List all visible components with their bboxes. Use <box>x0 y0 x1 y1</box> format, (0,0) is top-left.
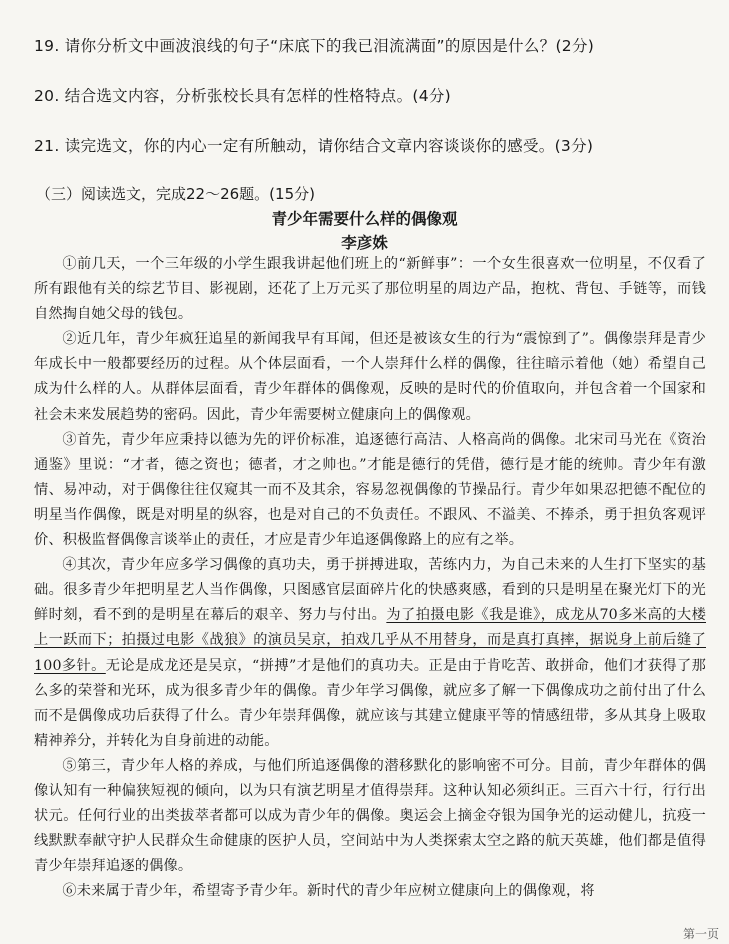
article-body <box>34 252 706 904</box>
page-corner-label: 第一页 <box>682 927 719 941</box>
paragraph-4-part-b: 无论是成龙还是吴京，“拼搏”才是他们的真功夫。正是由于肯吃苦、敢拼命，他们才获得了那么多的荣誉和光环，成为很多青少年的偶像。青少年学习偶像，就应多了解一下偶像成功之前付出了什么而不是偶像成功后获得了什么。青少年崇拜偶像，就应该与其建立健康平等的情感纽带，多从其身上吸取精神养分，并转化为自身前进的动能。 <box>34 657 706 749</box>
underlined-sentence: 为了拍摄电影《我是谁》，成龙从70多米高的大楼上一跃而下；拍摄过电影《战狼》的演员吴京，拍戏几乎从不用替身，而是真打真摔，据说身上前后缝了100多针。 <box>34 607 706 674</box>
paragraph-5: ⑤第三，青少年人格的养成，与他们所追逐偶像的潜移默化的影响密不可分。目前，青少年群体的偶像认知有一种偏狭短视的倾向，以为只有演艺明星才值得崇拜。这种认知必须纠正。三百六十行，行行出状元。任何行业的出类拔萃者都可以成为青少年的偶像。奥运会上摘金夺银为国争光的运动健儿，抗疫一线默默奉献守护人民群众生命健康的医护人员，空间站中为人类探索太空之路的航天英雄，他们都是值得青少年崇拜追逐的偶像。 <box>34 757 706 875</box>
question-19: 19. 请你分析文中画波浪线的句子“床底下的我已泪流满面”的原因是什么？(2分) <box>34 37 595 55</box>
paragraph-6: ⑥未来属于青少年，希望寄予青少年。新时代的青少年应树立健康向上的偶像观，将 <box>62 883 595 900</box>
paragraph-1: ①前几天，一个三年级的小学生跟我讲起他们班上的“新鲜事”：一个女生很喜欢一位明星，不仅看了所有跟他有关的综艺节目、影视剧，还花了上万元买了那位明星的周边产品，抱枕、背包、手链等，而钱自然掏自她父母的钱包。 <box>34 256 706 323</box>
section-heading: （三）阅读选文，完成22～26题。(15分) <box>36 185 315 203</box>
question-21: 21. 读完选文，你的内心一定有所触动，请你结合文章内容谈谈你的感受。(3分) <box>34 137 594 155</box>
paragraph-3: ③首先，青少年应秉持以德为先的评价标准，追逐德行高洁、人格高尚的偶像。北宋司马光在《资治通鉴》里说：“才者，德之资也；德者，才之帅也。”才能是德行的凭借，德行是才能的统帅。青少年有激情、易冲动，对于偶像往往仅窥其一而不及其余，容易忽视偶像的节操品行。青少年如果忍把德不配位的明星当作偶像，既是对明星的纵容，也是对自己的不负责任。不跟风、不溢美、不捧杀，勇于担负客观评价、积极监督偶像言谈举止的责任，才应是青少年追逐偶像路上的应有之举。 <box>34 431 706 549</box>
question-20: 20. 结合选文内容，分析张校长具有怎样的性格特点。(4分) <box>34 87 452 105</box>
paragraph-4-part-a: ④其次，青少年应多学习偶像的真功夫，勇于拼搏进取，苦练内力，为自己未来的人生打下坚实的基础。很多青少年把明星艺人当作偶像，只图感官层面碎片化的快感爽感，看到的只是明星在聚光灯下的光鲜时刻，看不到的是明星在幕后的艰辛、努力与付出。 <box>34 557 706 624</box>
article-author: 李彦姝 <box>341 233 388 252</box>
paragraph-2: ②近几年，青少年疯狂追星的新闻我早有耳闻，但还是被该女生的行为“震惊到了”。偶像崇拜是青少年成长中一般都要经历的过程。从个体层面看，一个人崇拜什么样的偶像，往往暗示着他（她）希望自己成为什么样的人。从群体层面看，青少年群体的偶像观，反映的是时代的价值取向，并包含着一个国家和社会未来发展趋势的密码。因此，青少年需要树立健康向上的偶像观。 <box>34 331 706 423</box>
paragraph-4 <box>34 553 706 754</box>
article-title: 青少年需要什么样的偶像观 <box>271 209 458 228</box>
